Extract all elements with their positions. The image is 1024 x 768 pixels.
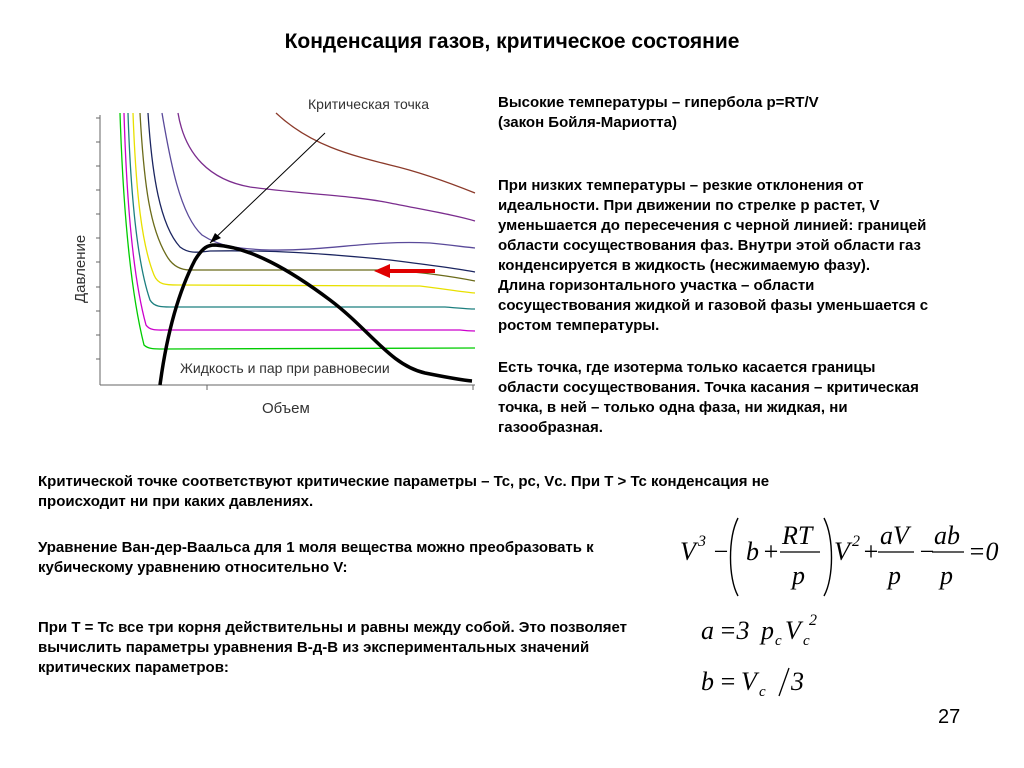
- high-temp-paragraph: Высокие температуры – гипербола p=RT/V (закон Бойля-Мариотта): [498, 94, 819, 131]
- equal-roots-paragraph: При T = Tc все три корня действительны и равны между собой. Это позволяет вычислить параметры уравнения В-д-В из экспериментальных значений критических параметров:: [38, 619, 627, 676]
- svg-text:=0: =0: [968, 537, 999, 566]
- critical-point-paragraph: Есть точка, где изотерма только касается границы области сосуществования. Точка касания – критическая точка, в ней – только одна фаза, ни жидкая, ни газообразная.: [498, 359, 919, 436]
- svg-text:3: 3: [698, 533, 706, 550]
- svg-text:2: 2: [809, 612, 817, 629]
- svg-text:V: V: [741, 667, 757, 696]
- b-parameter-formula: [697, 658, 857, 702]
- svg-text:=3: =3: [719, 616, 750, 645]
- x-axis-label: Объем: [262, 400, 310, 417]
- vdw-cubic-formula: [676, 508, 999, 600]
- isotherm-2: [178, 113, 475, 221]
- svg-text:p: p: [792, 561, 805, 590]
- y-ticks: [96, 118, 100, 359]
- svg-text:=: =: [719, 667, 737, 696]
- svg-text:RT: RT: [782, 521, 813, 550]
- svg-text:2: 2: [852, 533, 860, 550]
- y-axis-label: Давление: [72, 234, 89, 303]
- x-ticks: [207, 385, 473, 390]
- critical-point-label: Критическая точка: [308, 96, 430, 112]
- slide-title: Конденсация газов, критическое состояние: [284, 30, 740, 53]
- svg-text:p: p: [761, 616, 774, 645]
- svg-text:a: a: [701, 616, 714, 645]
- svg-text:c: c: [803, 633, 810, 649]
- svg-text:V: V: [834, 537, 850, 566]
- a-parameter-formula: [697, 605, 857, 649]
- svg-text:−: −: [918, 537, 936, 566]
- low-temp-paragraph: При низких температуры – резкие отклонения от идеальности. При движении по стрелке р растет, V уменьшается до пересечения с черной линией: границей области сосуществования фаз. Внутри этой области газ конденсируется в жидкость (несжимаемую фазу). Длина горизонтального участка – области сосуществования жидкой и газовой фазы уменьшается с ростом температуры.: [498, 177, 929, 334]
- isotherm-5: [140, 113, 475, 281]
- critical-pointer-line: [210, 133, 325, 243]
- svg-text:V: V: [785, 616, 801, 645]
- isotherm-3: [162, 113, 475, 250]
- svg-text:b: b: [701, 667, 714, 696]
- svg-text:ab: ab: [934, 521, 960, 550]
- svg-text:+: +: [762, 537, 780, 566]
- critical-params-paragraph: Критической точке соответствуют критические параметры – Tc, pc, Vc. При T > Tc конденсация не происходит ни при каких давлениях.: [38, 473, 770, 510]
- svg-text:c: c: [759, 684, 766, 700]
- isotherm-8: [124, 113, 475, 331]
- isotherm-6: [133, 113, 475, 293]
- page-number: 27: [938, 706, 961, 728]
- svg-text:aV: aV: [880, 521, 909, 550]
- svg-text:p: p: [888, 561, 901, 590]
- region-label: Жидкость и пар при равновесии: [180, 360, 390, 376]
- svg-text:b: b: [746, 537, 759, 566]
- isotherm-1: [276, 113, 475, 193]
- svg-text:p: p: [940, 561, 953, 590]
- svg-text:+: +: [862, 537, 880, 566]
- direction-arrow-head: [374, 264, 390, 278]
- pv-isotherm-chart: [72, 95, 485, 425]
- svg-text:c: c: [775, 633, 782, 649]
- svg-text:3: 3: [791, 667, 804, 696]
- vdw-paragraph: Уравнение Ван-дер-Ваальса для 1 моля вещества можно преобразовать к кубическому уравнению относительно V:: [38, 539, 594, 576]
- svg-text:V: V: [680, 537, 696, 566]
- svg-text:−: −: [712, 537, 730, 566]
